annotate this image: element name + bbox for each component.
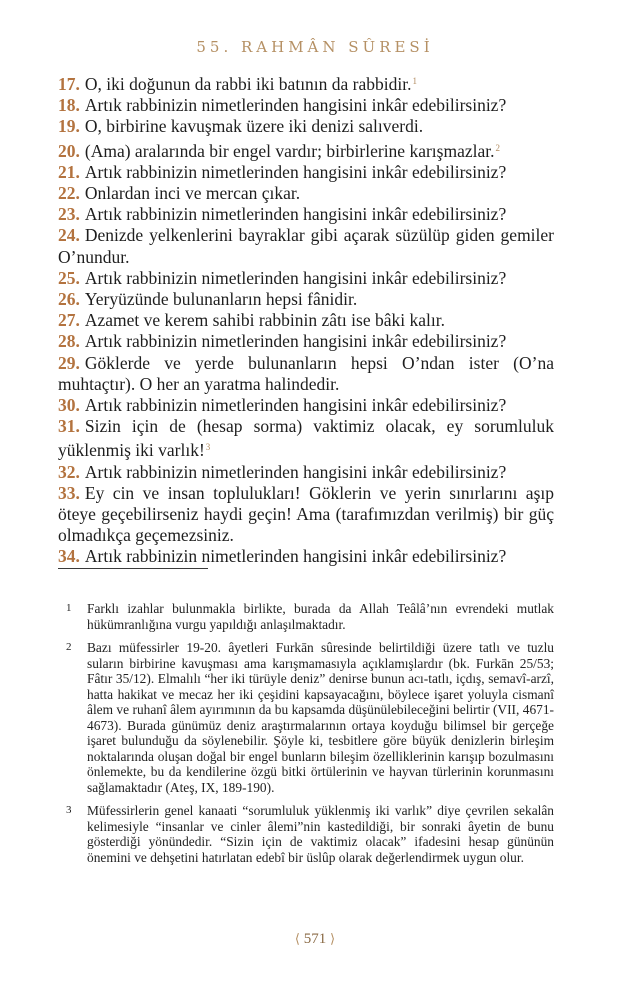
verse-text: Artık rabbinizin nimetlerinden hangisini inkâr edebilirsiniz? [84, 204, 507, 225]
verse-number: 26. [58, 289, 80, 310]
verse-number: 29. [58, 352, 80, 373]
verse [58, 331, 554, 352]
verse-text: Artık rabbinizin nimetlerinden hangisini inkâr edebilirsiniz? [84, 395, 507, 416]
verse-text: Ey cin ve insan toplulukları! Göklerin ve yerin sınırlarını aşıp öteye geçebilirseniz haydi geçin! Ama (tarafımızdan verilmiş) bir güç olmadıkça geçemezsiniz. [58, 482, 554, 546]
verse [58, 289, 554, 310]
footnote-number: 3 [66, 804, 72, 816]
verse-number: 25. [58, 267, 80, 288]
verse-text: Artık rabbinizin nimetlerinden hangisini inkâr edebilirsiniz? [84, 546, 507, 567]
verse-text: O, birbirine kavuşmak üzere iki denizi salıverdi. [84, 116, 424, 137]
verse-text: Artık rabbinizin nimetlerinden hangisini inkâr edebilirsiniz? [84, 461, 507, 482]
verse-text: Azamet ve kerem sahibi rabbinin zâtı ise bâki kalır. [84, 310, 445, 331]
footnote-list [58, 601, 554, 873]
verse-number: 28. [58, 331, 80, 352]
verse-number: 17. [58, 74, 80, 94]
verse-number: 27. [58, 310, 80, 331]
verse-number: 30. [58, 395, 80, 416]
footnote [58, 803, 554, 865]
verse [58, 483, 554, 547]
verse [58, 204, 554, 225]
footnote-divider [58, 568, 208, 569]
verse-number: 20. [58, 140, 80, 161]
verse-text: Yeryüzünde bulunanların hepsi fânidir. [84, 289, 358, 310]
footnote [58, 640, 554, 795]
verse-number: 22. [58, 183, 80, 204]
verse-text: Artık rabbinizin nimetlerinden hangisini inkâr edebilirsiniz? [84, 161, 507, 182]
footnote-ref[interactable]: 3 [205, 442, 211, 453]
verse-text: O, iki doğunun da rabbi iki batının da rabbidir. [84, 74, 412, 94]
footnote-number: 2 [66, 641, 72, 653]
verse-text: Göklerde ve yerde bulunanların hepsi O’ndan ister (O’na muhtaçtır). O her an yaratma halindedir. [58, 352, 554, 394]
footnote [58, 601, 554, 632]
verse-text: Sizin için de (hesap sorma) vaktimiz olacak, ey sorumluluk yüklenmiş iki varlık! [58, 416, 554, 461]
footnote-text: Müfessirlerin genel kanaati “sorumluluk yüklenmiş iki varlık” diye çevrilen sekalân kelimesiyle “insanlar ve cinler âlemi”nin kastedildiği, bir sonraki âyetin de bunu gösterdiği yönündedir. “Sizin için de vaktimiz olacak” ifadesini hesap gününün önemini ve dehşetini hatırlatan edebî bir üslûp olarak değerlendirmek uygun olur. [87, 803, 554, 865]
verse-number: 24. [58, 225, 80, 246]
verse-text: Artık rabbinizin nimetlerinden hangisini inkâr edebilirsiniz? [84, 267, 507, 288]
verse-number: 18. [58, 95, 80, 116]
verse [58, 353, 554, 395]
verse-list [58, 71, 554, 568]
verse-number: 23. [58, 204, 80, 225]
verse [58, 162, 554, 183]
page-number [0, 931, 630, 948]
verse-text: Artık rabbinizin nimetlerinden hangisini inkâr edebilirsiniz? [84, 95, 507, 116]
verse [58, 395, 554, 416]
verse-number: 31. [58, 416, 80, 437]
verse-text: Artık rabbinizin nimetlerinden hangisini inkâr edebilirsiniz? [84, 331, 507, 352]
verse-number: 19. [58, 116, 80, 137]
verse [58, 183, 554, 204]
page-header: 55. RAHMÂN SÛRESİ [196, 38, 434, 56]
footnote-ref[interactable]: 2 [495, 142, 500, 153]
ornament-left-icon: ⟨ [294, 931, 300, 946]
page-number-value: 571 [303, 931, 327, 947]
verse [58, 71, 554, 95]
footnote-text: Bazı müfessirler 19-20. âyetleri Furkān sûresinde belirtildiği üzere tatlı ve tuzlu suların birbirine kavuşması ama karışmamasıyla açıklamışlardır (bk. Furkān 25/53; Fâtır 35/12). Elmalılı “her iki türüyle deniz” denirse bunun acı-tatlı, içdış, semavî-arzî, hatta hakikat ve mecaz her iki çeşidini kapsayacağını, böylece işaret yoluyla cismanî âlem ve ruhanî âlem ayırımının da bu kapsamda düşünülebileceğini belirtir (VII, 4671-4673). Burada günümüz deniz araştırmalarının ortaya koyduğu bilimsel bir gerçeğe işaret bulunduğu da söylenebilir. Şöyle ki, tesbitlere göre büyük denizlerin birleşim noktalarında oluşan doğal bir engel bunların bileşim özelliklerinin karışıp bozulmasını önlemekte, bu da kendilerine özgü bitki örtülerinin ve hayvan türlerinin korunmasını sağlamaktadır (Ateş, IX, 189-190). [87, 640, 554, 795]
verse-number: 32. [58, 461, 80, 482]
verse-text: Denizde yelkenlerini bayraklar gibi açarak süzülüp giden gemiler O’nundur. [58, 225, 554, 267]
ornament-right-icon: ⟩ [330, 931, 336, 946]
verse [58, 310, 554, 331]
footnote-ref[interactable]: 1 [412, 76, 417, 86]
verse [58, 138, 554, 162]
verse [58, 268, 554, 289]
verse-number: 33. [58, 482, 80, 503]
verse-number: 34. [58, 546, 80, 567]
verse [58, 462, 554, 483]
verse-text: Onlardan inci ve mercan çıkar. [84, 183, 301, 204]
footnote-text: Farklı izahlar bulunmakla birlikte, burada da Allah Teâlâ’nın evrendeki mutlak hükümranlığına vurgu yapıldığı anlaşılmaktadır. [87, 601, 554, 632]
verse [58, 225, 554, 267]
verse-number: 21. [58, 161, 80, 182]
verse-text: (Ama) aralarında bir engel vardır; birbirlerine karışmazlar. [84, 140, 495, 161]
verse [58, 416, 554, 461]
verse [58, 95, 554, 116]
verse [58, 546, 554, 567]
footnote-number: 1 [66, 602, 72, 614]
verse [58, 116, 554, 137]
